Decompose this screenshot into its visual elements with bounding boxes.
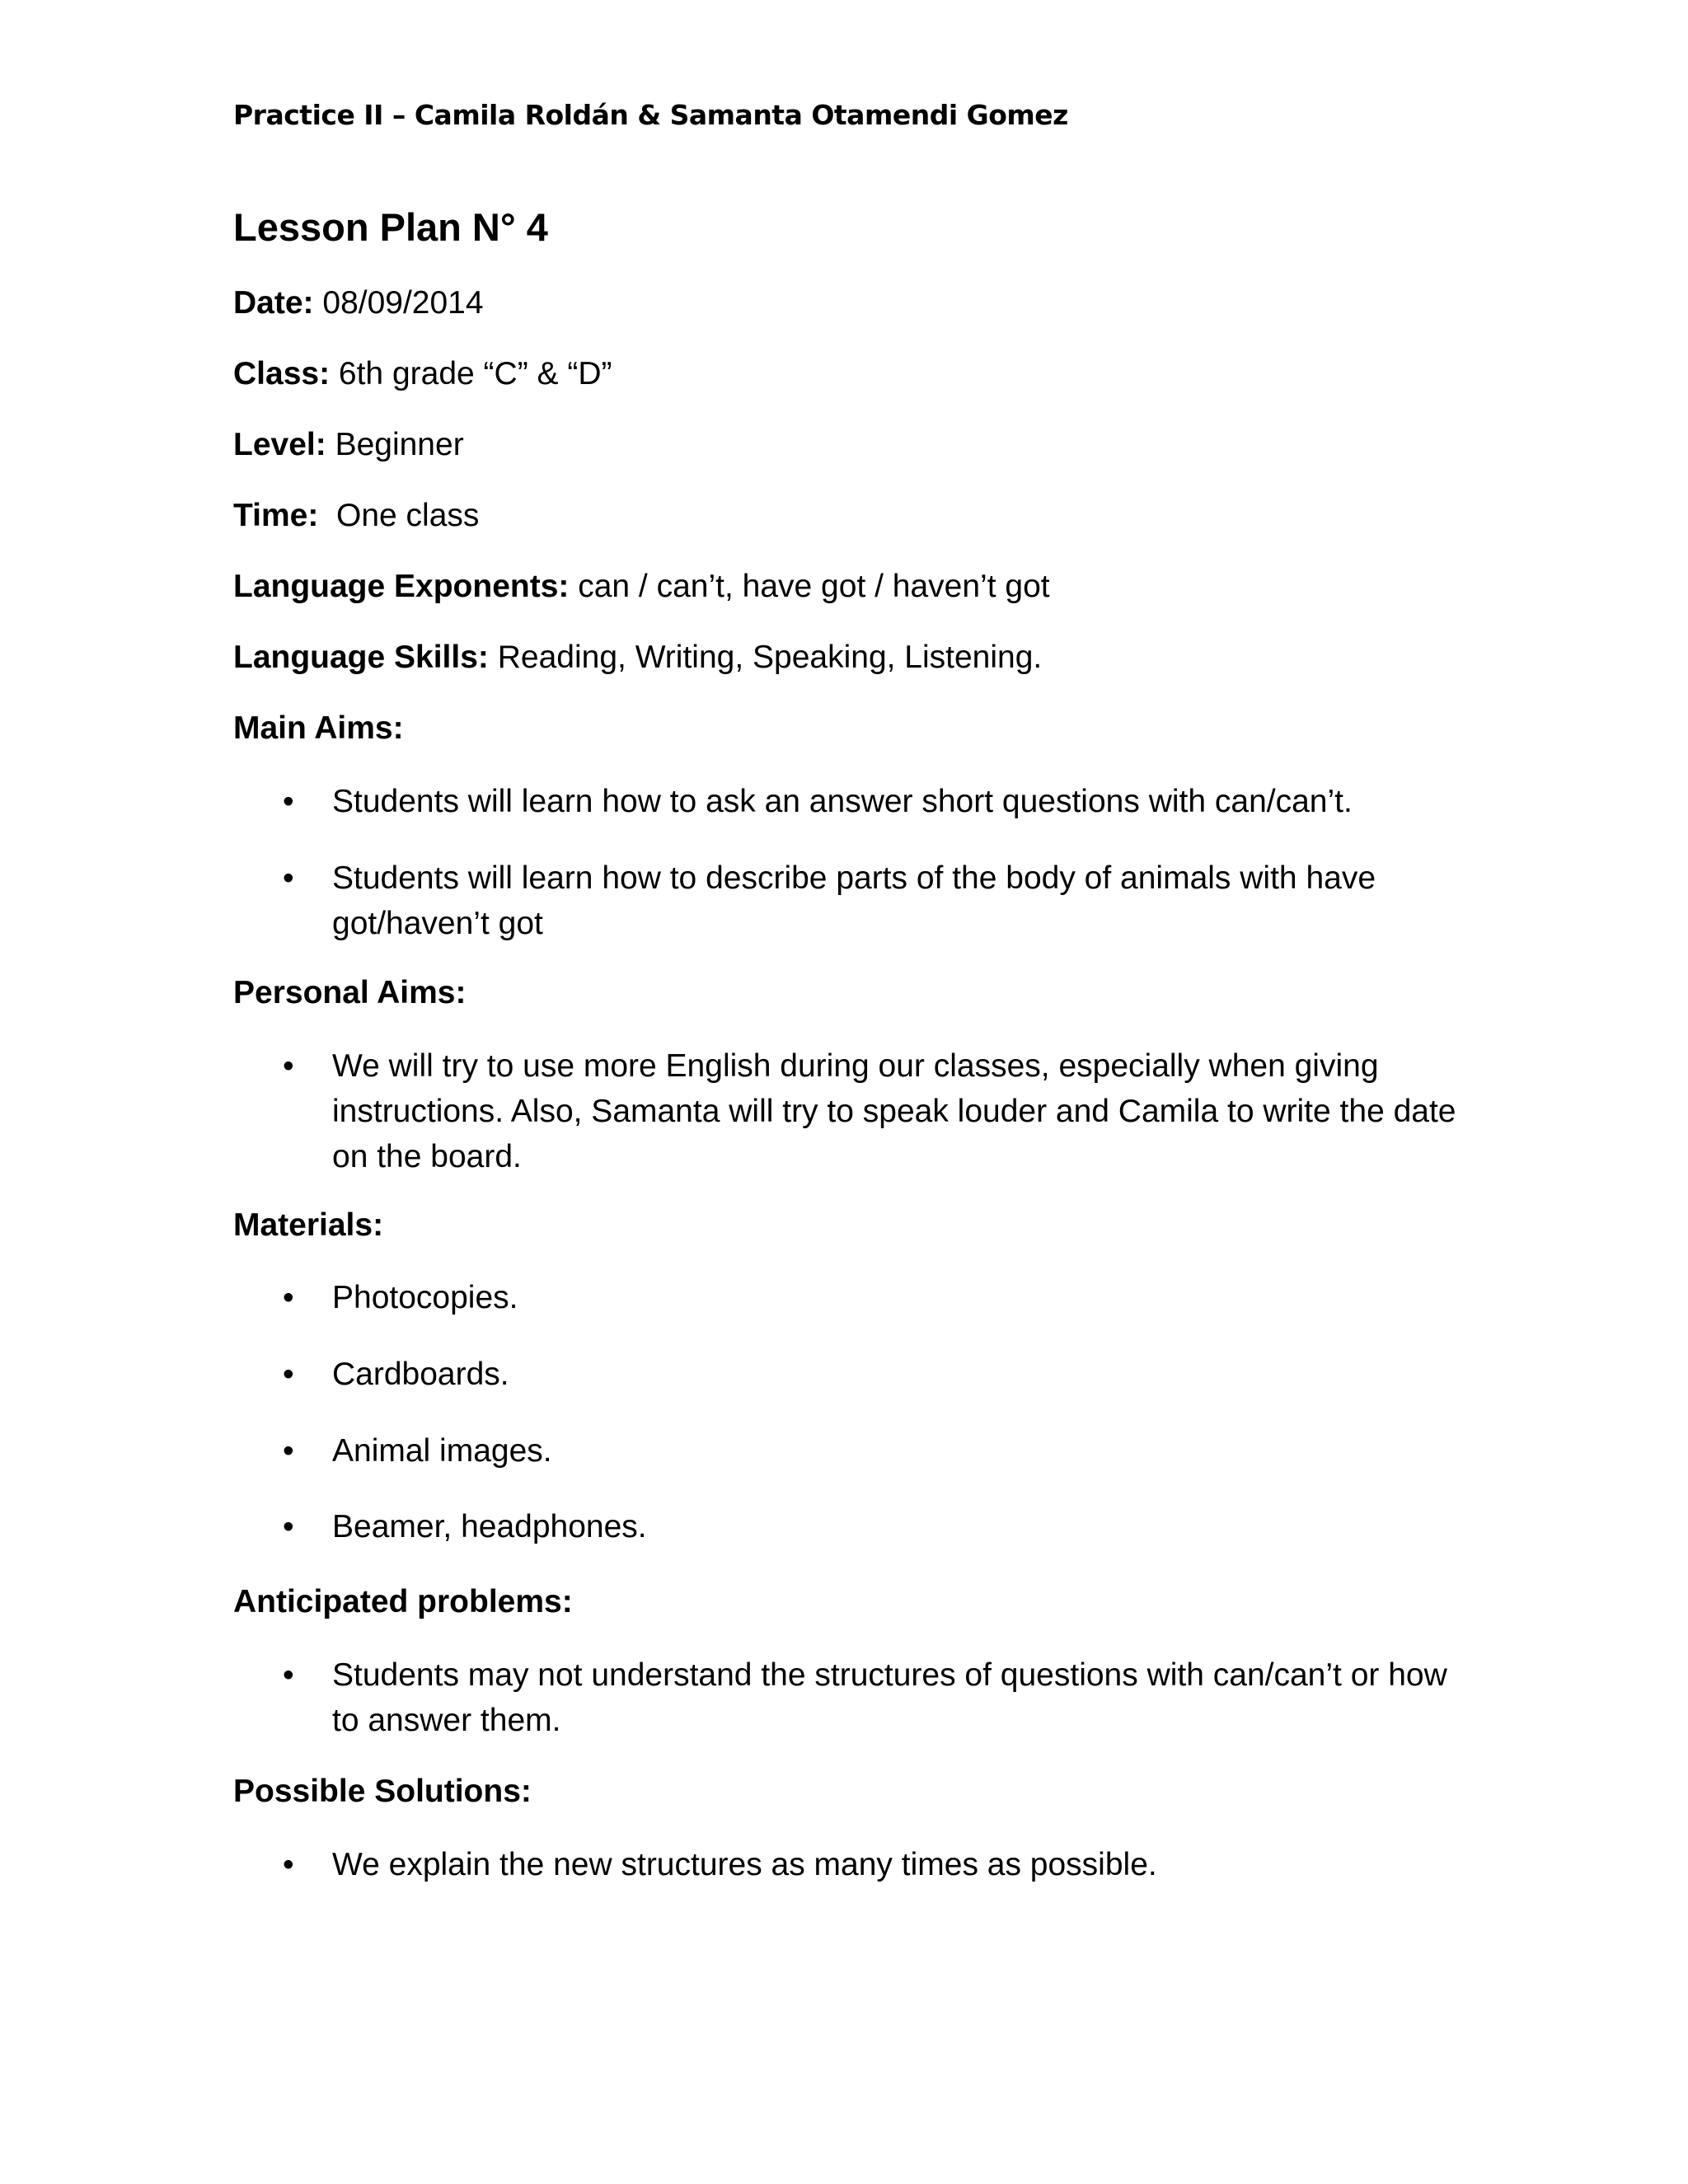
main-aims-heading: Main Aims: [233, 710, 404, 746]
possible-solutions-heading: Possible Solutions: [233, 1774, 532, 1809]
list-item [283, 1504, 1437, 1549]
list-item [283, 1043, 1456, 1179]
list-item [283, 1428, 1437, 1474]
class-field [233, 354, 612, 394]
skills-label: Language Skills: [233, 640, 489, 675]
bullet-icon: • [283, 1280, 294, 1315]
bullet-icon: • [283, 1433, 294, 1469]
date-field [233, 284, 484, 323]
list-item-text: We will try to use more English during our classes, especially when giving instructions. Also, Samanta will try to speak louder and Camila to write the date on the board. [332, 1048, 1456, 1174]
bullet-icon: • [283, 1657, 294, 1693]
list-item-text: Students will learn how to ask an answer short questions with can/can’t. [332, 784, 1353, 819]
skills-field [233, 638, 1042, 677]
level-field [233, 425, 464, 465]
level-value: Beginner [335, 427, 464, 462]
bullet-icon: • [283, 1847, 294, 1882]
personal-aims-heading: Personal Aims: [233, 975, 467, 1010]
list-item [283, 1652, 1447, 1743]
list-item-text: Beamer, headphones. [332, 1509, 647, 1544]
bullet-icon: • [283, 1357, 294, 1392]
list-item-text: We explain the new structures as many times as possible. [332, 1847, 1157, 1882]
list-item-text: Animal images. [332, 1433, 552, 1469]
anticipated-problems-heading: Anticipated problems: [233, 1584, 573, 1619]
list-item [283, 1842, 1437, 1887]
class-value: 6th grade “C” & “D” [338, 356, 612, 391]
bullet-icon: • [283, 1048, 294, 1084]
list-item-text: Students may not understand the structures of questions with can/can’t or how to answer them. [332, 1657, 1447, 1738]
bullet-icon: • [283, 860, 294, 896]
page-header: Practice II – Camila Roldán & Samanta Otamendi Gomez [233, 99, 1068, 131]
time-label: Time: [233, 498, 319, 533]
list-item-text: Students will learn how to describe parts of the body of animals with have got/haven’t got [332, 860, 1376, 941]
materials-heading: Materials: [233, 1207, 384, 1243]
list-item-text: Photocopies. [332, 1280, 518, 1315]
date-label: Date: [233, 285, 314, 321]
page-title: Lesson Plan N° 4 [233, 205, 548, 249]
skills-value: Reading, Writing, Speaking, Listening. [497, 640, 1043, 675]
exponents-label: Language Exponents: [233, 569, 570, 604]
level-label: Level: [233, 427, 326, 462]
class-label: Class: [233, 356, 331, 391]
exponents-value: can / can’t, have got / haven’t got [578, 569, 1050, 604]
bullet-icon: • [283, 1509, 294, 1544]
date-value: 08/09/2014 [322, 285, 484, 321]
exponents-field [233, 567, 1050, 607]
list-item [283, 779, 1437, 824]
time-field [233, 496, 479, 536]
time-value: One class [335, 498, 480, 533]
list-item [283, 1275, 1437, 1320]
list-item [283, 855, 1437, 946]
list-item [283, 1352, 1437, 1397]
list-item-text: Cardboards. [332, 1357, 509, 1392]
bullet-icon: • [283, 784, 294, 819]
